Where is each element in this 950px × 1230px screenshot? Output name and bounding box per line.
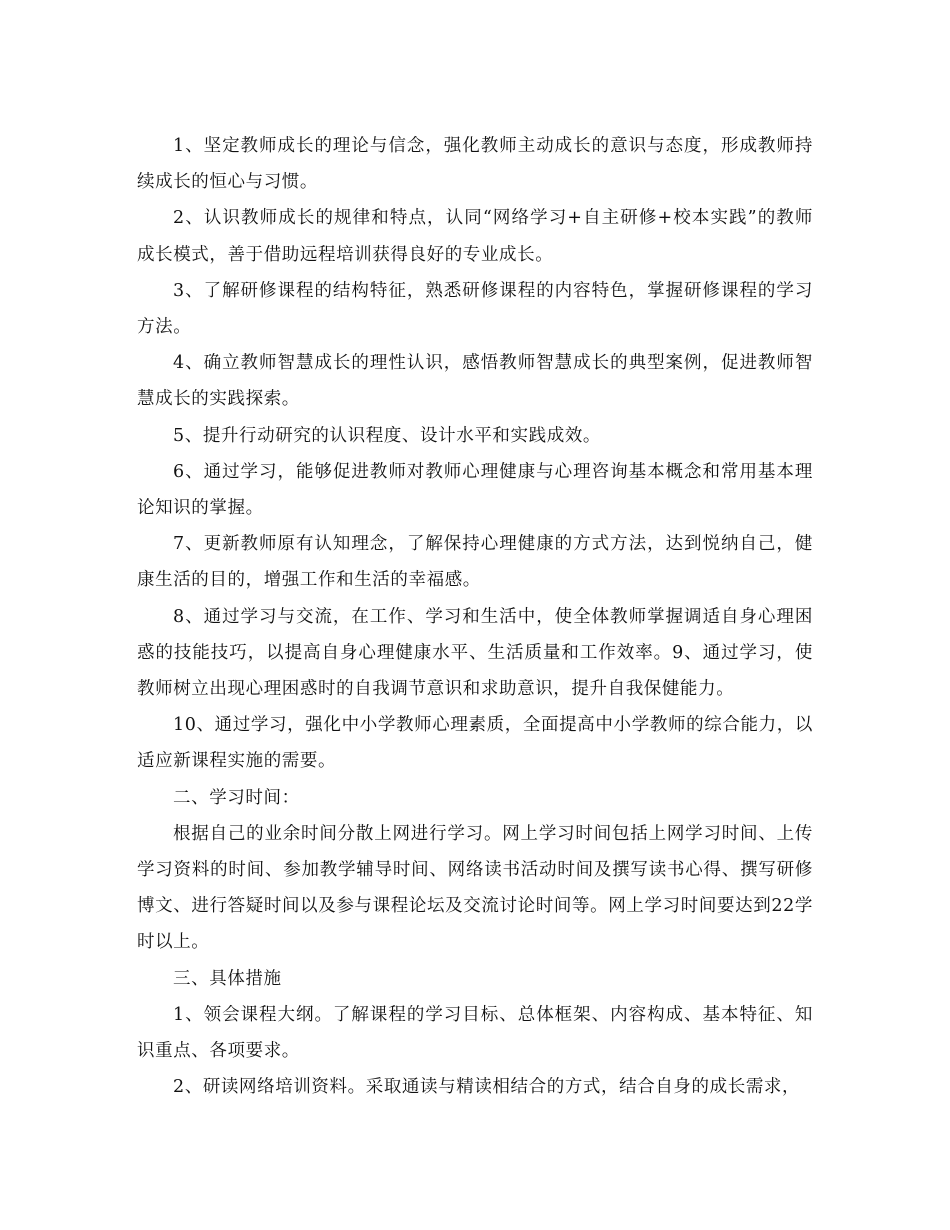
objective-7-paragraph: 7、更新教师原有认知理念，了解保持心理健康的方式方法，达到悦纳自己，健康生活的目的，增强工作和生活的幸福感。 bbox=[137, 534, 813, 591]
objective-4-paragraph: 4、确立教师智慧成长的理性认识，感悟教师智慧成长的典型案例，促进教师智慧成长的实践探索。 bbox=[137, 353, 813, 410]
document-body bbox=[137, 128, 813, 1105]
section-heading-study-time: 二、学习时间： bbox=[173, 787, 300, 808]
objective-3-paragraph: 3、了解研修课程的结构特征，熟悉研修课程的内容特色，掌握研修课程的学习方法。 bbox=[137, 280, 813, 338]
section-heading-measures: 三、具体措施 bbox=[173, 968, 282, 989]
objective-8-9-paragraph: 8、通过学习与交流，在工作、学习和生活中，使全体教师掌握调适自身心理困惑的技能技巧，以提高自身心理健康水平、生活质量和工作效率。9、通过学习，使教师树立出现心理困惑时的自我调节意识和求助意识，提升自我保健能力。 bbox=[137, 606, 813, 700]
measure-2-paragraph: 2、研读网络培训资料。采取通读与精读相结合的方式，结合自身的成长需求， bbox=[173, 1077, 801, 1098]
measure-1-paragraph: 1、领会课程大纲。了解课程的学习目标、总体框架、内容构成、基本特征、知识重点、各项要求。 bbox=[137, 1004, 813, 1062]
objective-1-paragraph: 1、坚定教师成长的理论与信念，强化教师主动成长的意识与态度，形成教师持续成长的恒心与习惯。 bbox=[137, 136, 813, 193]
study-time-paragraph: 根据自己的业余时间分散上网进行学习。网上学习时间包括上网学习时间、上传学习资料的时间、参加教学辅导时间、网络读书活动时间及撰写读书心得、撰写研修博文、进行答疑时间以及参与课程论坛及交流讨论时间等。网上学习时间要达到22学时以上。 bbox=[137, 823, 813, 953]
objective-5-paragraph: 5、提升行动研究的认识程度、设计水平和实践成效。 bbox=[173, 425, 602, 446]
objective-6-paragraph: 6、通过学习，能够促进教师对教师心理健康与心理咨询基本概念和常用基本理论知识的掌握。 bbox=[137, 461, 813, 519]
objective-2-paragraph: 2、认识教师成长的规律和特点，认同“网络学习+自主研修+校本实践”的教师成长模式，善于借助远程培训获得良好的专业成长。 bbox=[137, 208, 813, 265]
objective-10-paragraph: 10、通过学习，强化中小学教师心理素质，全面提高中小学教师的综合能力，以适应新课程实施的需要。 bbox=[137, 715, 813, 772]
